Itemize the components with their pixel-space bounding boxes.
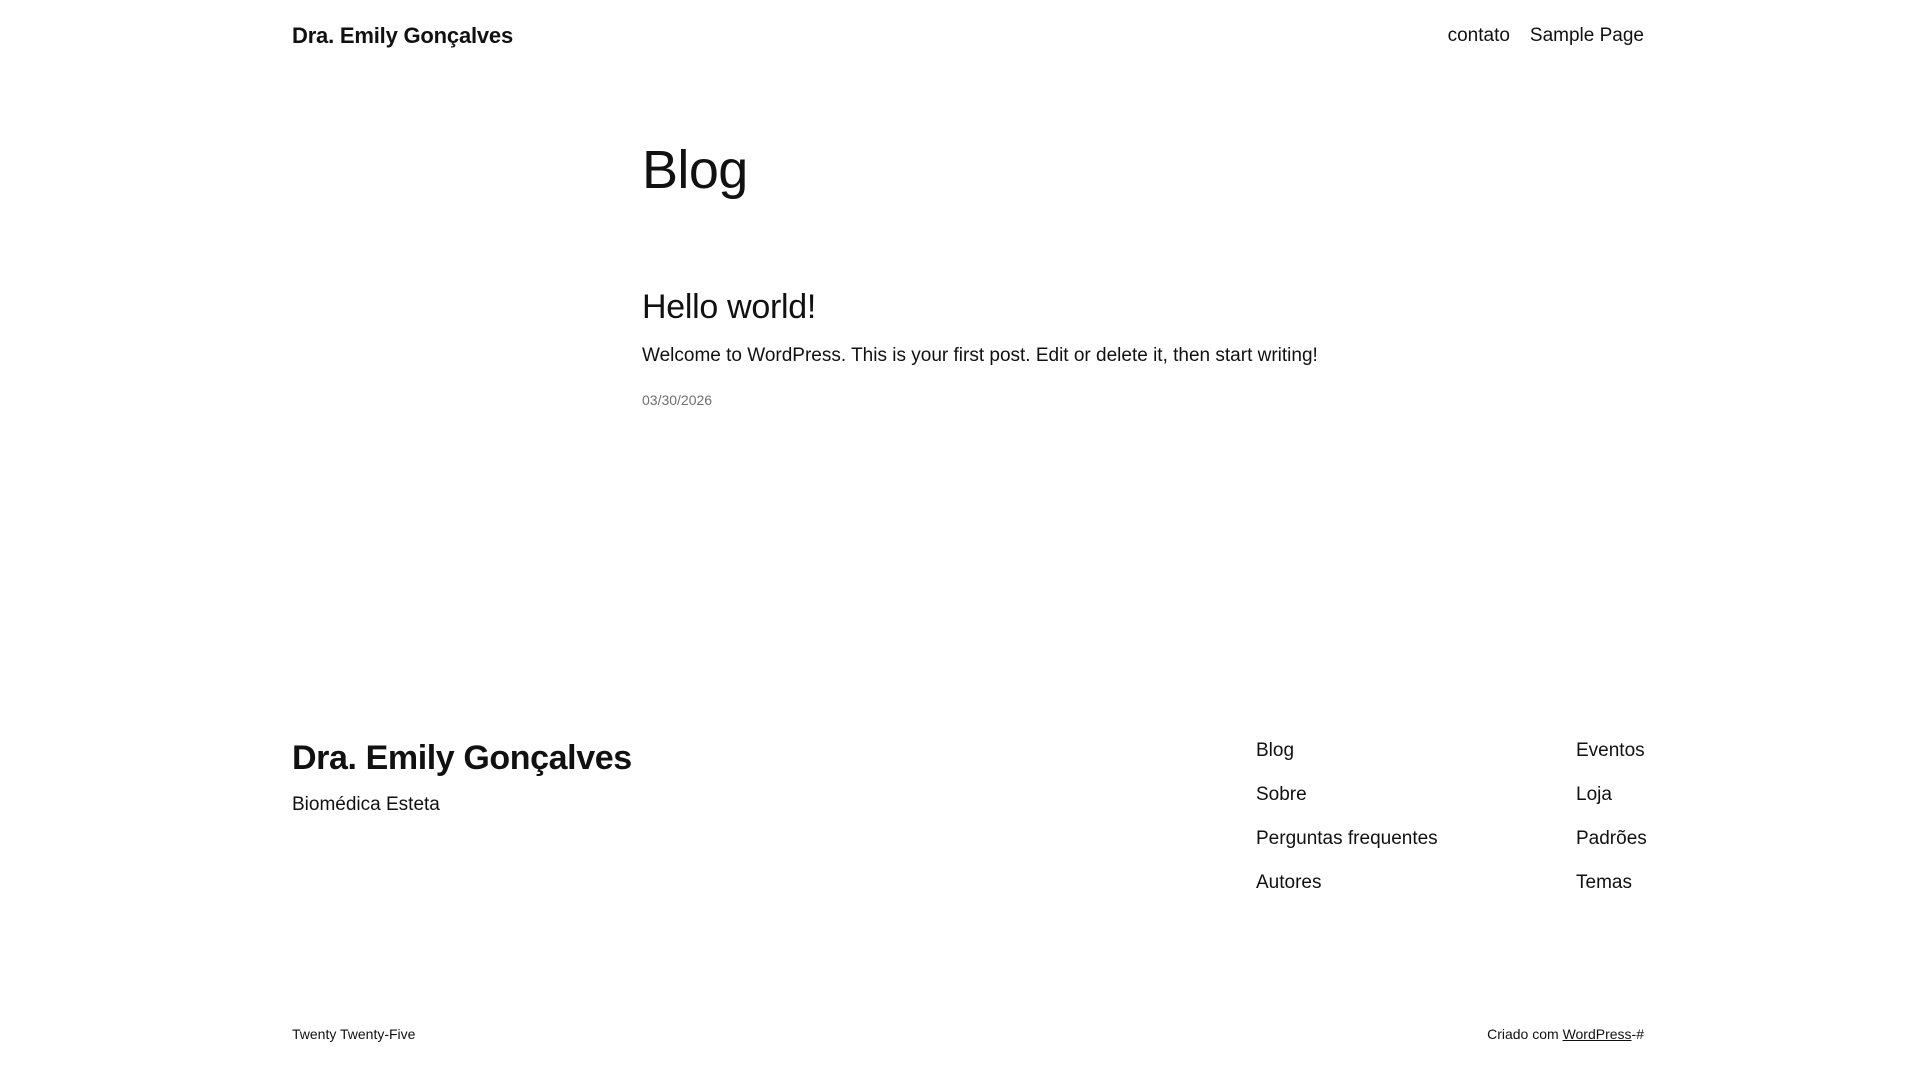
primary-nav xyxy=(1448,25,1644,47)
post-date[interactable]: 03/30/2026 xyxy=(642,392,713,408)
footer-link-autores[interactable]: Autores xyxy=(1256,872,1322,893)
credit-prefix: Criado com xyxy=(1487,1026,1563,1042)
footer-credit xyxy=(1487,1026,1644,1042)
page-title: Blog xyxy=(642,140,748,200)
post-title-link[interactable]: Hello world! xyxy=(642,288,817,326)
footer-link-padroes[interactable]: Padrões xyxy=(1576,828,1647,849)
post-excerpt: Welcome to WordPress. This is your first post. Edit or delete it, then start writing! xyxy=(642,345,1318,366)
nav-link-contato[interactable]: contato xyxy=(1447,25,1510,46)
footer-link-loja[interactable]: Loja xyxy=(1576,784,1612,805)
site-header xyxy=(292,18,1644,54)
footer-site-title[interactable]: Dra. Emily Gonçalves xyxy=(292,739,632,777)
footer-brand xyxy=(292,736,632,816)
footer-nav-column-1 xyxy=(1256,738,1438,895)
post-item xyxy=(642,286,1342,408)
footer-link-temas[interactable]: Temas xyxy=(1576,872,1632,893)
footer-bottom xyxy=(292,1026,1644,1042)
main-content xyxy=(642,138,1342,408)
wordpress-link[interactable]: WordPress xyxy=(1562,1026,1632,1042)
credit-suffix: -# xyxy=(1631,1026,1644,1042)
theme-name: Twenty Twenty-Five xyxy=(292,1026,416,1042)
footer-link-blog[interactable]: Blog xyxy=(1256,740,1295,761)
footer-tagline: Biomédica Esteta xyxy=(292,794,440,815)
nav-link-sample-page[interactable]: Sample Page xyxy=(1529,25,1644,46)
footer-link-eventos[interactable]: Eventos xyxy=(1576,740,1645,761)
footer-link-perguntas-frequentes[interactable]: Perguntas frequentes xyxy=(1256,828,1438,849)
footer-link-sobre[interactable]: Sobre xyxy=(1256,784,1307,805)
site-title-link[interactable]: Dra. Emily Gonçalves xyxy=(292,23,513,48)
footer-nav-column-2 xyxy=(1576,738,1647,895)
